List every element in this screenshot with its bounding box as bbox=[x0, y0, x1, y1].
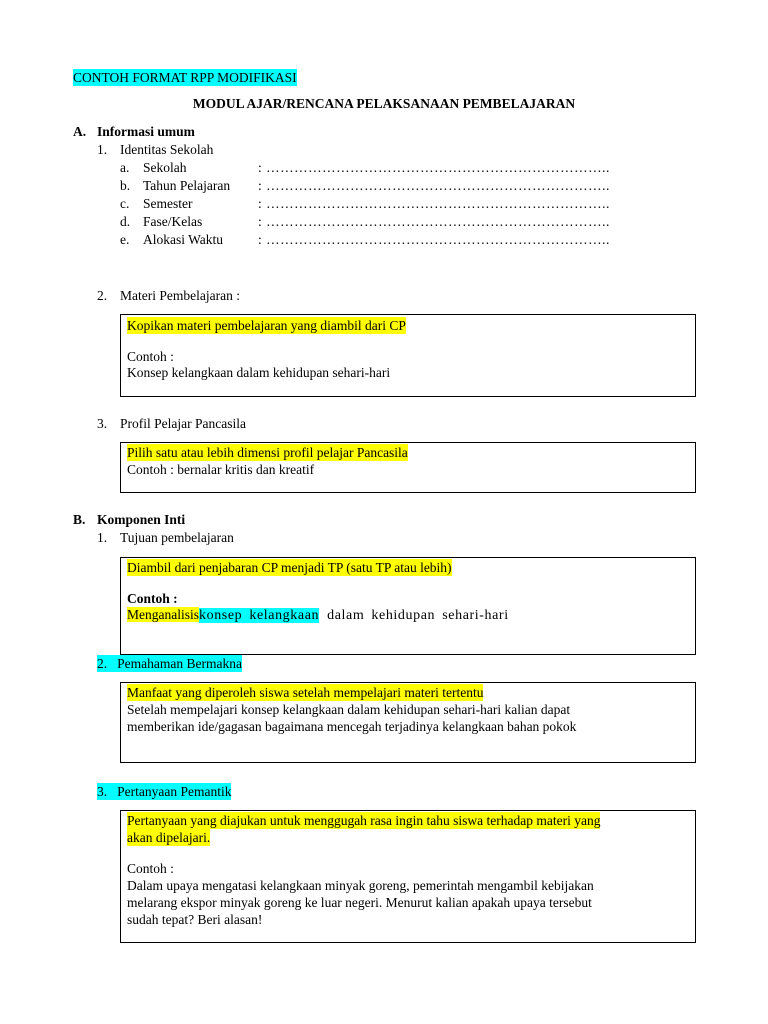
pemantik-hint: Pertanyaan yang diajukan untuk menggugah rasa ingin tahu siswa terhadap materi yang bbox=[127, 813, 601, 828]
field-label: Fase/Kelas bbox=[143, 214, 203, 229]
tujuan-example-label: Contoh : bbox=[127, 591, 178, 606]
b2-heading bbox=[97, 655, 242, 672]
b1-number: 1. bbox=[97, 530, 108, 545]
doc-label: CONTOH FORMAT RPP MODIFIKASI bbox=[73, 70, 297, 85]
tujuan-example-concept: konsep kelangkaan bbox=[199, 608, 320, 623]
pemahaman-box bbox=[120, 682, 696, 763]
a1-number: 1. bbox=[97, 142, 108, 157]
field-letter: b. bbox=[120, 178, 131, 193]
materi-box bbox=[120, 314, 696, 397]
field-value: : ……………………………………………………………….. bbox=[258, 178, 610, 193]
pemantik-hint: akan dipelajari. bbox=[127, 830, 211, 845]
field-label: Alokasi Waktu bbox=[143, 232, 224, 247]
b2-label: Pemahaman Bermakna bbox=[117, 656, 242, 671]
materi-example: Konsep kelangkaan dalam kehidupan sehari-hari bbox=[127, 365, 391, 380]
materi-hint: Kopikan materi pembelajaran yang diambil dari CP bbox=[127, 318, 406, 333]
field-value: : ……………………………………………………………….. bbox=[258, 232, 610, 247]
field-letter: c. bbox=[120, 196, 130, 211]
a2-label: Materi Pembelajaran : bbox=[120, 288, 240, 303]
field-letter: e. bbox=[120, 232, 130, 247]
tujuan-hint: Diambil dari penjabaran CP menjadi TP (satu TP atau lebih) bbox=[127, 560, 452, 575]
field-value: : ……………………………………………………………….. bbox=[258, 196, 610, 211]
field-value: : ……………………………………………………………….. bbox=[258, 214, 610, 229]
field-value: : ……………………………………………………………….. bbox=[258, 160, 610, 175]
a2-number: 2. bbox=[97, 288, 108, 303]
pemahaman-line: memberikan ide/gagasan bagaimana mencegah terjadinya kelangkaan bahan pokok bbox=[127, 719, 577, 734]
tujuan-example-context: dalam kehidupan sehari-hari bbox=[327, 608, 509, 623]
doc-title: MODUL AJAR/RENCANA PELAKSANAAN PEMBELAJARAN bbox=[192, 96, 576, 111]
b3-number: 3. bbox=[97, 784, 108, 799]
a3-number: 3. bbox=[97, 416, 108, 431]
profil-hint: Pilih satu atau lebih dimensi profil pelajar Pancasila bbox=[127, 445, 408, 460]
pemantik-line: melarang ekspor minyak goreng ke luar negeri. Menurut kalian apakah upaya tersebut bbox=[127, 895, 592, 910]
pemantik-line: sudah tepat? Beri alasan! bbox=[127, 912, 263, 927]
section-b-letter: B. bbox=[73, 512, 86, 527]
pemahaman-hint: Manfaat yang diperoleh siswa setelah mempelajari materi tertentu bbox=[127, 685, 484, 700]
a1-label: Identitas Sekolah bbox=[120, 142, 214, 157]
b1-label: Tujuan pembelajaran bbox=[120, 530, 234, 545]
profil-box bbox=[120, 442, 696, 493]
b3-heading bbox=[97, 783, 231, 800]
field-label: Tahun Pelajaran bbox=[143, 178, 231, 193]
tujuan-example bbox=[127, 606, 509, 624]
field-letter: d. bbox=[120, 214, 131, 229]
field-label: Sekolah bbox=[143, 160, 187, 175]
b3-label: Pertanyaan Pemantik bbox=[117, 784, 232, 799]
materi-example-label: Contoh : bbox=[127, 349, 174, 364]
section-a-letter: A. bbox=[73, 124, 87, 139]
b2-number: 2. bbox=[97, 656, 108, 671]
tujuan-box bbox=[120, 557, 696, 655]
pemantik-example-label: Contoh : bbox=[127, 861, 174, 876]
pemantik-line: Dalam upaya mengatasi kelangkaan minyak goreng, pemerintah mengambil kebijakan bbox=[127, 878, 594, 893]
pemantik-box bbox=[120, 810, 696, 943]
field-letter: a. bbox=[120, 160, 130, 175]
field-label: Semester bbox=[143, 196, 193, 211]
section-a-title: Informasi umum bbox=[97, 124, 195, 139]
profil-example: Contoh : bernalar kritis dan kreatif bbox=[127, 462, 315, 477]
tujuan-example-verb: Menganalisis bbox=[127, 607, 199, 622]
pemahaman-line: Setelah mempelajari konsep kelangkaan dalam kehidupan sehari-hari kalian dapat bbox=[127, 702, 571, 717]
section-b-title: Komponen Inti bbox=[97, 512, 186, 527]
a3-label: Profil Pelajar Pancasila bbox=[120, 416, 246, 431]
